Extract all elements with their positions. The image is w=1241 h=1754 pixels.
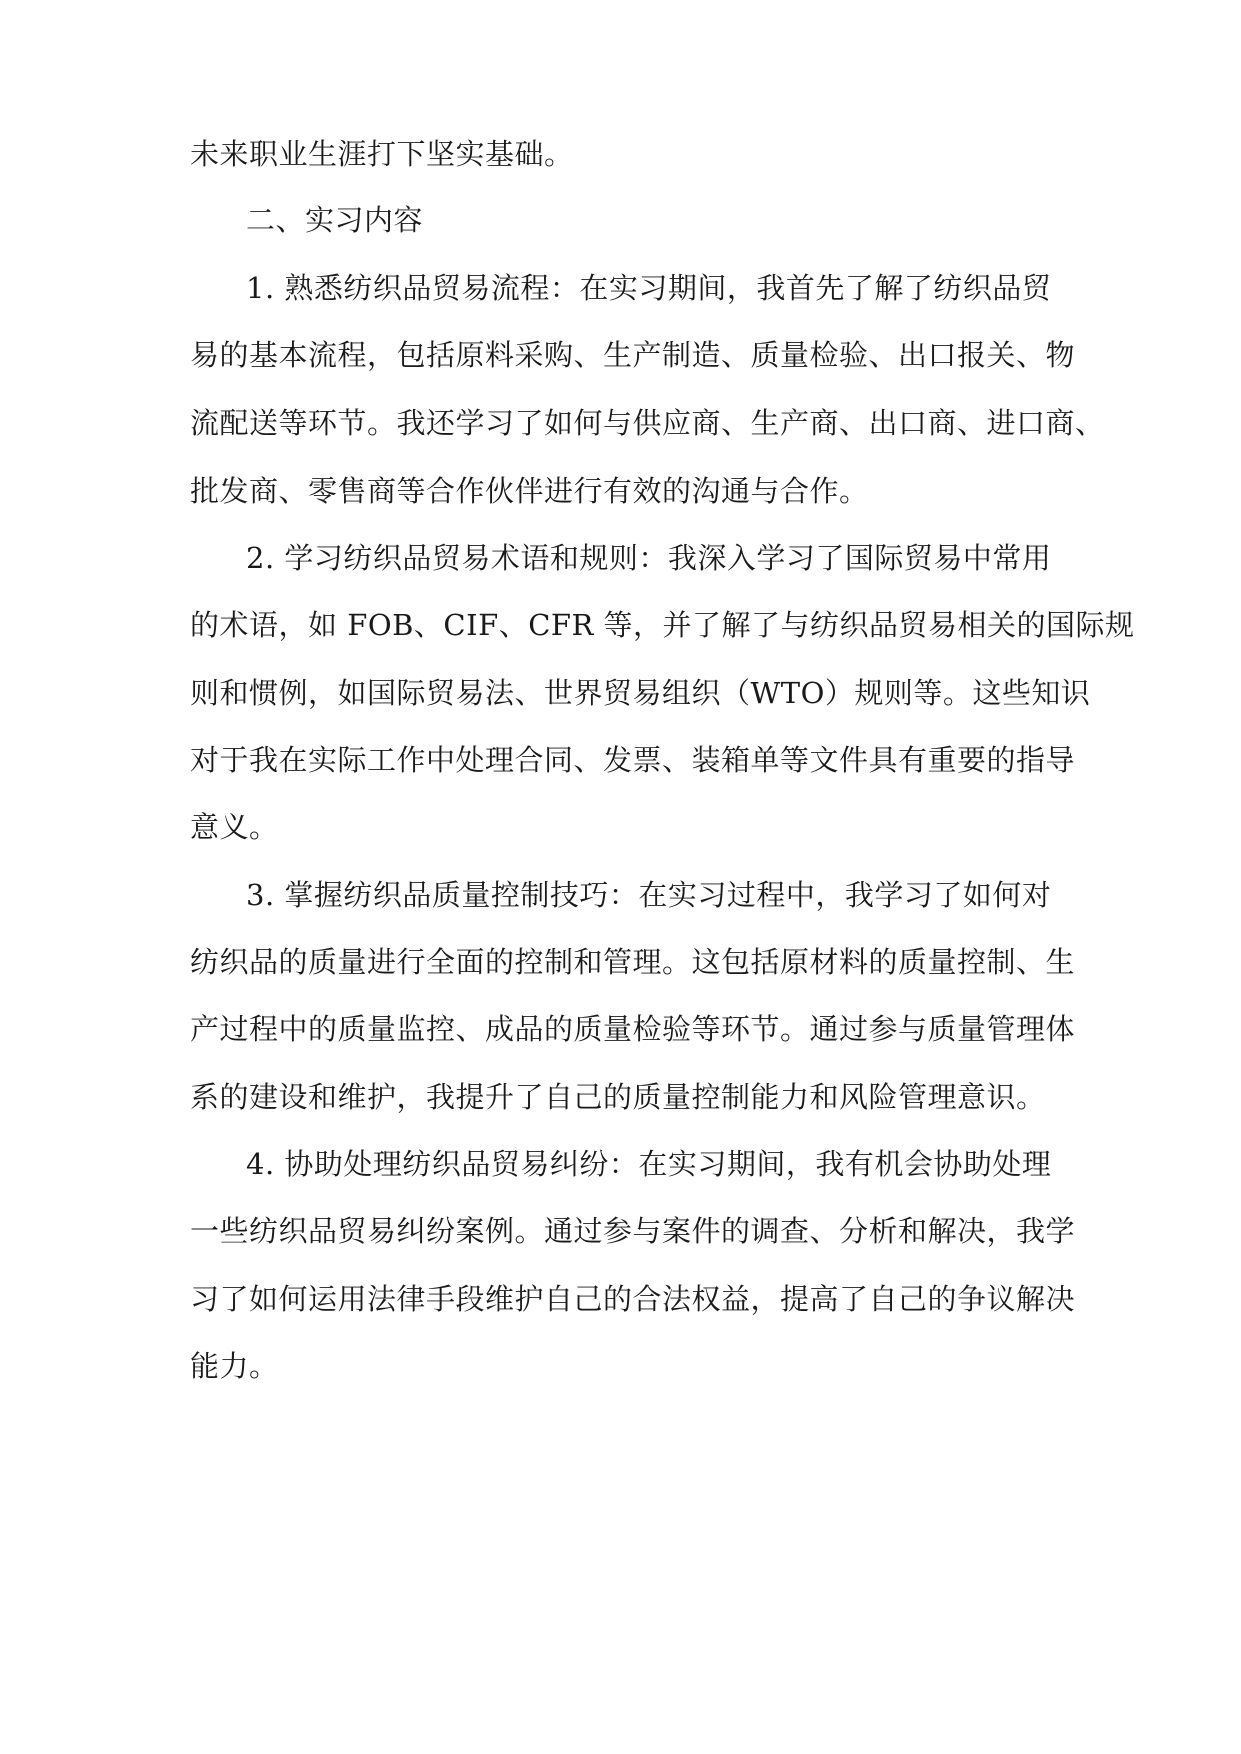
paragraph-line: 批发商、零售商等合作伙伴进行有效的沟通与合作。 (190, 474, 869, 508)
paragraph-line: 的术语，如 FOB、CIF、CFR 等，并了解了与纺织品贸易相关的国际规 (190, 608, 1135, 642)
section-heading: 二、实习内容 (246, 203, 424, 237)
paragraph-line: 习了如何运用法律手段维护自己的合法权益，提高了自己的争议解决 (190, 1282, 1076, 1316)
paragraph-line: 2. 学习纺织品贸易术语和规则：我深入学习了国际贸易中常用 (246, 541, 1052, 575)
paragraph-line: 1. 熟悉纺织品贸易流程：在实习期间，我首先了解了纺织品贸 (246, 271, 1052, 305)
paragraph-line: 能力。 (190, 1349, 279, 1383)
paragraph-line: 流配送等环节。我还学习了如何与供应商、生产商、出口商、进口商、 (190, 406, 1105, 440)
paragraph-line: 产过程中的质量监控、成品的质量检验等环节。通过参与质量管理体 (190, 1012, 1076, 1046)
paragraph-line: 一些纺织品贸易纠纷案例。通过参与案件的调查、分析和解决，我学 (190, 1214, 1076, 1248)
paragraph-line: 3. 掌握纺织品质量控制技巧：在实习过程中，我学习了如何对 (246, 878, 1052, 912)
paragraph-line: 意义。 (190, 810, 279, 844)
paragraph-line: 未来职业生涯打下坚实基础。 (190, 137, 574, 171)
paragraph-line: 易的基本流程，包括原料采购、生产制造、质量检验、出口报关、物 (190, 338, 1076, 372)
paragraph-line: 对于我在实际工作中处理合同、发票、装箱单等文件具有重要的指导 (190, 743, 1076, 777)
paragraph-line: 纺织品的质量进行全面的控制和管理。这包括原材料的质量控制、生 (190, 945, 1076, 979)
paragraph-line: 系的建设和维护，我提升了自己的质量控制能力和风险管理意识。 (190, 1080, 1046, 1114)
paragraph-line: 则和惯例，如国际贸易法、世界贸易组织（WTO）规则等。这些知识 (190, 676, 1091, 710)
paragraph-line: 4. 协助处理纺织品贸易纠纷：在实习期间，我有机会协助处理 (246, 1147, 1052, 1181)
